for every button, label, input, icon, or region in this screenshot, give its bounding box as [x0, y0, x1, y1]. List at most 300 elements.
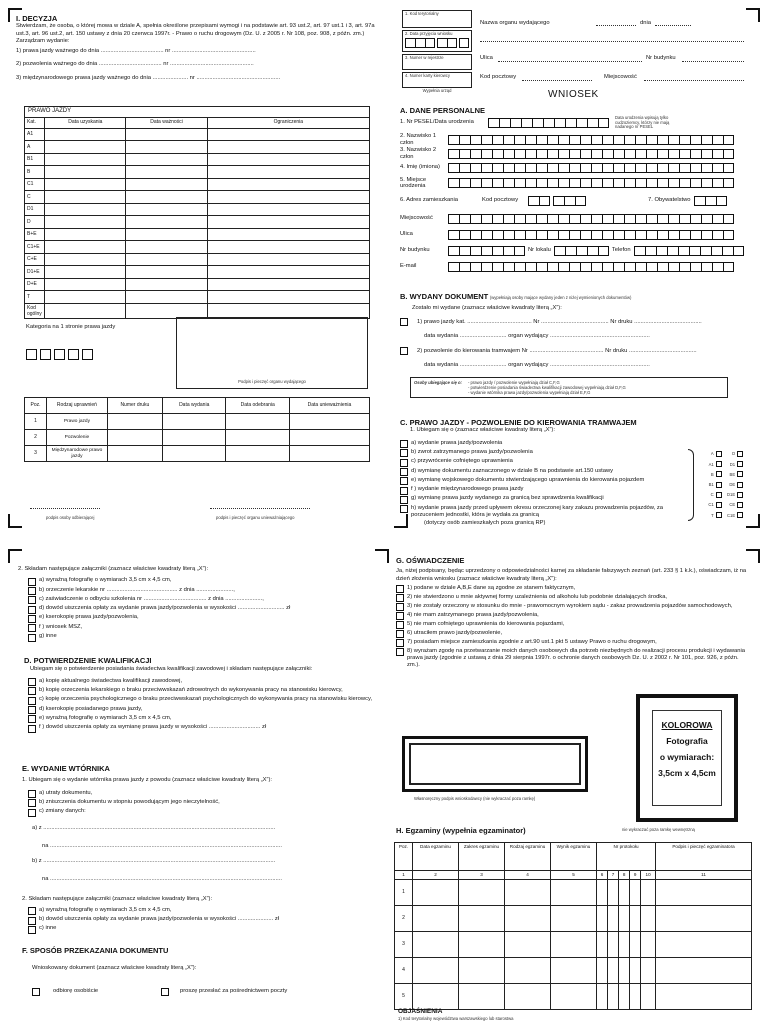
char-cell[interactable] — [521, 118, 532, 128]
license-input-cell[interactable] — [45, 191, 126, 204]
issued-permit-checkbox[interactable] — [400, 347, 408, 355]
street-line[interactable] — [498, 61, 642, 62]
license-input-cell[interactable] — [45, 278, 126, 291]
char-cell[interactable] — [492, 163, 503, 173]
char-cell[interactable] — [525, 262, 536, 272]
checkbox[interactable] — [28, 809, 36, 817]
license-input-cell[interactable] — [126, 191, 207, 204]
char-cell[interactable] — [547, 214, 558, 224]
char-cell[interactable] — [459, 214, 470, 224]
char-cell[interactable] — [481, 262, 492, 272]
char-cell[interactable] — [470, 149, 481, 159]
document-input-cell[interactable] — [289, 430, 369, 446]
char-cell[interactable] — [701, 149, 712, 159]
document-input-cell[interactable] — [162, 430, 225, 446]
char-cell[interactable] — [448, 178, 459, 188]
checkbox[interactable] — [400, 496, 408, 504]
postal-code-field[interactable] — [528, 196, 586, 206]
char-cell[interactable] — [646, 178, 657, 188]
category-checkbox[interactable] — [737, 471, 743, 477]
char-cell[interactable] — [492, 149, 503, 159]
char-cell[interactable] — [701, 135, 712, 145]
char-cell[interactable] — [580, 149, 591, 159]
category-checkbox[interactable] — [716, 471, 722, 477]
change-to-b[interactable]: na ................................................................................................................................................ — [42, 876, 282, 883]
document-input-cell[interactable] — [226, 430, 289, 446]
char-cell[interactable] — [711, 246, 722, 256]
char-cell[interactable] — [679, 214, 690, 224]
license-input-cell[interactable] — [45, 128, 126, 141]
exam-input-cell[interactable] — [630, 983, 641, 1009]
char-cell[interactable] — [613, 230, 624, 240]
char-cell[interactable] — [602, 149, 613, 159]
char-cell[interactable] — [635, 230, 646, 240]
char-cell[interactable] — [690, 163, 701, 173]
char-cell[interactable] — [547, 230, 558, 240]
char-cell[interactable] — [701, 163, 712, 173]
char-cell[interactable] — [679, 178, 690, 188]
surname1-field[interactable] — [448, 135, 734, 145]
char-cell[interactable] — [543, 118, 554, 128]
exam-input-cell[interactable] — [459, 957, 505, 983]
license-input-cell[interactable] — [126, 128, 207, 141]
exam-input-cell[interactable] — [630, 879, 641, 905]
char-cell[interactable] — [679, 135, 690, 145]
char-cell[interactable] — [510, 118, 521, 128]
char-cell[interactable] — [722, 246, 733, 256]
char-cell[interactable] — [701, 262, 712, 272]
char-cell[interactable] — [723, 149, 734, 159]
exam-input-cell[interactable] — [459, 931, 505, 957]
char-cell[interactable] — [580, 163, 591, 173]
exam-input-cell[interactable] — [413, 905, 459, 931]
license-input-cell[interactable] — [126, 203, 207, 216]
char-cell[interactable] — [591, 178, 602, 188]
char-cell[interactable] — [470, 214, 481, 224]
issued-license-checkbox[interactable] — [400, 318, 408, 326]
char-cell[interactable] — [624, 230, 635, 240]
checkbox[interactable] — [396, 612, 404, 620]
char-cell[interactable] — [667, 246, 678, 256]
char-cell[interactable] — [591, 163, 602, 173]
document-input-cell[interactable] — [226, 414, 289, 430]
license-input-cell[interactable] — [45, 153, 126, 166]
char-cell[interactable] — [690, 230, 701, 240]
checkbox[interactable] — [28, 587, 36, 595]
char-cell[interactable] — [503, 149, 514, 159]
char-cell[interactable] — [635, 262, 646, 272]
exam-input-cell[interactable] — [656, 983, 752, 1009]
checkbox[interactable] — [400, 477, 408, 485]
char-cell[interactable] — [678, 246, 689, 256]
license-input-cell[interactable] — [126, 141, 207, 154]
birthplace-field[interactable] — [448, 178, 734, 188]
document-input-cell[interactable] — [162, 446, 225, 462]
license-input-cell[interactable] — [126, 241, 207, 254]
exam-input-cell[interactable] — [641, 905, 656, 931]
char-cell[interactable] — [525, 149, 536, 159]
char-cell[interactable] — [554, 118, 565, 128]
char-cell[interactable] — [679, 163, 690, 173]
decision-item-1[interactable]: 1) prawa jazdy ważnego do dnia ....................................... nr .................................................... — [16, 48, 256, 55]
char-cell[interactable] — [701, 230, 712, 240]
category-checkbox[interactable] — [716, 461, 722, 467]
char-cell[interactable] — [668, 230, 679, 240]
char-cell[interactable] — [488, 118, 499, 128]
first-name-field[interactable] — [448, 163, 734, 173]
license-input-cell[interactable] — [126, 278, 207, 291]
exam-input-cell[interactable] — [459, 879, 505, 905]
char-cell[interactable] — [536, 149, 547, 159]
exam-input-cell[interactable] — [505, 931, 551, 957]
license-input-cell[interactable] — [207, 241, 369, 254]
char-cell[interactable] — [576, 118, 587, 128]
char-cell[interactable] — [470, 163, 481, 173]
char-cell[interactable] — [514, 149, 525, 159]
char-cell[interactable] — [514, 214, 525, 224]
exam-input-cell[interactable] — [505, 879, 551, 905]
exam-input-cell[interactable] — [608, 905, 619, 931]
char-cell[interactable] — [481, 230, 492, 240]
char-cell[interactable] — [536, 178, 547, 188]
checkbox[interactable] — [396, 639, 404, 647]
category-checkbox[interactable] — [716, 451, 722, 457]
pickup-checkbox[interactable] — [32, 988, 40, 996]
char-cell[interactable] — [536, 230, 547, 240]
char-cell[interactable] — [565, 118, 576, 128]
exam-input-cell[interactable] — [597, 905, 608, 931]
checkbox[interactable] — [400, 459, 408, 467]
char-cell[interactable] — [514, 262, 525, 272]
exam-input-cell[interactable] — [551, 905, 597, 931]
checkbox[interactable] — [28, 596, 36, 604]
char-cell[interactable] — [492, 214, 503, 224]
char-cell[interactable] — [646, 149, 657, 159]
char-cell[interactable] — [712, 214, 723, 224]
char-cell[interactable] — [602, 262, 613, 272]
char-cell[interactable] — [679, 262, 690, 272]
char-cell[interactable] — [690, 262, 701, 272]
char-cell[interactable] — [514, 230, 525, 240]
char-cell[interactable] — [712, 135, 723, 145]
char-cell[interactable] — [602, 230, 613, 240]
date-line[interactable] — [655, 25, 691, 26]
license-input-cell[interactable] — [126, 228, 207, 241]
license-input-cell[interactable] — [45, 178, 126, 191]
exam-input-cell[interactable] — [597, 931, 608, 957]
char-cell[interactable] — [712, 262, 723, 272]
exam-input-cell[interactable] — [641, 957, 656, 983]
char-cell[interactable] — [635, 149, 646, 159]
exam-input-cell[interactable] — [619, 879, 630, 905]
checkbox[interactable] — [28, 678, 36, 686]
license-input-cell[interactable] — [207, 266, 369, 279]
document-input-cell[interactable] — [289, 446, 369, 462]
exam-input-cell[interactable] — [459, 983, 505, 1009]
license-input-cell[interactable] — [207, 191, 369, 204]
locality-field[interactable] — [448, 214, 734, 224]
char-cell[interactable] — [656, 246, 667, 256]
char-cell[interactable] — [580, 230, 591, 240]
license-input-cell[interactable] — [45, 228, 126, 241]
change-from-a[interactable]: a) z ................................................................................................................................................ — [32, 824, 276, 831]
char-cell[interactable] — [558, 163, 569, 173]
exam-input-cell[interactable] — [413, 983, 459, 1009]
checkbox[interactable] — [28, 799, 36, 807]
exam-input-cell[interactable] — [413, 879, 459, 905]
char-cell[interactable] — [448, 262, 459, 272]
checkbox[interactable] — [28, 790, 36, 798]
char-cell[interactable] — [547, 149, 558, 159]
char-cell[interactable] — [514, 163, 525, 173]
license-input-cell[interactable] — [207, 128, 369, 141]
organ-line[interactable] — [596, 25, 636, 26]
char-cell[interactable] — [503, 262, 514, 272]
category-box[interactable] — [54, 349, 65, 360]
building-number-field[interactable] — [448, 246, 525, 256]
checkbox[interactable] — [396, 594, 404, 602]
exam-input-cell[interactable] — [641, 931, 656, 957]
char-cell[interactable] — [481, 178, 492, 188]
change-from-b[interactable]: b) z ................................................................................................................................................ — [32, 858, 276, 865]
char-cell[interactable] — [668, 135, 679, 145]
license-input-cell[interactable] — [45, 291, 126, 304]
checkbox[interactable] — [28, 687, 36, 695]
char-cell[interactable] — [591, 135, 602, 145]
exam-input-cell[interactable] — [656, 905, 752, 931]
char-cell[interactable] — [503, 163, 514, 173]
char-cell[interactable] — [503, 214, 514, 224]
license-input-cell[interactable] — [207, 178, 369, 191]
exam-input-cell[interactable] — [597, 879, 608, 905]
category-checkbox[interactable] — [737, 502, 743, 508]
char-cell[interactable] — [723, 163, 734, 173]
postal-line[interactable] — [522, 80, 592, 81]
char-cell[interactable] — [613, 178, 624, 188]
char-cell[interactable] — [723, 262, 734, 272]
checkbox[interactable] — [28, 615, 36, 623]
category-box[interactable] — [68, 349, 79, 360]
char-cell[interactable] — [624, 262, 635, 272]
char-cell[interactable] — [448, 163, 459, 173]
category-checkbox[interactable] — [737, 461, 743, 467]
char-cell[interactable] — [525, 230, 536, 240]
city-line[interactable] — [644, 80, 744, 81]
char-cell[interactable] — [558, 178, 569, 188]
exam-input-cell[interactable] — [597, 983, 608, 1009]
checkbox[interactable] — [400, 487, 408, 495]
char-cell[interactable] — [723, 230, 734, 240]
char-cell[interactable] — [547, 135, 558, 145]
char-cell[interactable] — [733, 246, 744, 256]
char-cell[interactable] — [690, 178, 701, 188]
char-cell[interactable] — [569, 163, 580, 173]
char-cell[interactable] — [514, 135, 525, 145]
char-cell[interactable] — [492, 178, 503, 188]
char-cell[interactable] — [646, 230, 657, 240]
checkbox[interactable] — [28, 706, 36, 714]
char-cell[interactable] — [635, 163, 646, 173]
char-cell[interactable] — [569, 135, 580, 145]
document-input-cell[interactable] — [289, 414, 369, 430]
char-cell[interactable] — [635, 214, 646, 224]
char-cell[interactable] — [580, 214, 591, 224]
char-cell[interactable] — [701, 214, 712, 224]
char-cell[interactable] — [580, 178, 591, 188]
char-cell[interactable] — [624, 163, 635, 173]
char-cell[interactable] — [646, 163, 657, 173]
category-checkbox[interactable] — [737, 451, 743, 457]
checkbox[interactable] — [28, 917, 36, 925]
char-cell[interactable] — [624, 178, 635, 188]
checkbox[interactable] — [396, 585, 404, 593]
checkbox[interactable] — [28, 907, 36, 915]
char-cell[interactable] — [602, 163, 613, 173]
char-cell[interactable] — [448, 149, 459, 159]
license-input-cell[interactable] — [207, 216, 369, 229]
exam-input-cell[interactable] — [459, 905, 505, 931]
char-cell[interactable] — [646, 214, 657, 224]
exam-input-cell[interactable] — [619, 931, 630, 957]
char-cell[interactable] — [679, 230, 690, 240]
char-cell[interactable] — [668, 149, 679, 159]
document-input-cell[interactable] — [107, 446, 162, 462]
checkbox[interactable] — [396, 621, 404, 629]
checkbox[interactable] — [28, 606, 36, 614]
checkbox[interactable] — [28, 926, 36, 934]
char-cell[interactable] — [503, 230, 514, 240]
exam-input-cell[interactable] — [551, 983, 597, 1009]
category-checkbox[interactable] — [737, 492, 743, 498]
char-cell[interactable] — [646, 262, 657, 272]
char-cell[interactable] — [514, 178, 525, 188]
license-input-cell[interactable] — [45, 253, 126, 266]
char-cell[interactable] — [525, 214, 536, 224]
document-input-cell[interactable] — [107, 414, 162, 430]
exam-input-cell[interactable] — [608, 957, 619, 983]
signature-box[interactable] — [402, 736, 588, 792]
license-input-cell[interactable] — [126, 216, 207, 229]
exam-input-cell[interactable] — [619, 983, 630, 1009]
char-cell[interactable] — [448, 135, 459, 145]
char-cell[interactable] — [569, 262, 580, 272]
license-input-cell[interactable] — [45, 266, 126, 279]
license-input-cell[interactable] — [126, 266, 207, 279]
exam-input-cell[interactable] — [656, 931, 752, 957]
char-cell[interactable] — [558, 214, 569, 224]
license-input-cell[interactable] — [126, 178, 207, 191]
char-cell[interactable] — [448, 214, 459, 224]
license-input-cell[interactable] — [126, 166, 207, 179]
char-cell[interactable] — [602, 135, 613, 145]
char-cell[interactable] — [591, 214, 602, 224]
char-cell[interactable] — [591, 149, 602, 159]
char-cell[interactable] — [532, 118, 543, 128]
exam-input-cell[interactable] — [619, 957, 630, 983]
exam-input-cell[interactable] — [656, 879, 752, 905]
category-checkbox[interactable] — [737, 512, 743, 518]
char-cell[interactable] — [712, 178, 723, 188]
char-cell[interactable] — [613, 214, 624, 224]
exam-input-cell[interactable] — [505, 905, 551, 931]
exam-input-cell[interactable] — [608, 879, 619, 905]
char-cell[interactable] — [547, 178, 558, 188]
char-cell[interactable] — [624, 214, 635, 224]
exam-input-cell[interactable] — [551, 879, 597, 905]
char-cell[interactable] — [700, 246, 711, 256]
char-cell[interactable] — [634, 246, 645, 256]
citizenship-field[interactable] — [694, 196, 727, 206]
char-cell[interactable] — [701, 178, 712, 188]
pesel-field[interactable] — [488, 118, 609, 128]
checkbox[interactable] — [400, 468, 408, 476]
category-checkbox[interactable] — [716, 492, 722, 498]
exam-input-cell[interactable] — [551, 957, 597, 983]
category-checkbox[interactable] — [737, 482, 743, 488]
exam-input-cell[interactable] — [551, 931, 597, 957]
char-cell[interactable] — [470, 230, 481, 240]
exam-input-cell[interactable] — [608, 931, 619, 957]
category-box[interactable] — [26, 349, 37, 360]
char-cell[interactable] — [690, 214, 701, 224]
char-cell[interactable] — [690, 149, 701, 159]
char-cell[interactable] — [481, 149, 492, 159]
char-cell[interactable] — [712, 149, 723, 159]
checkbox[interactable] — [396, 630, 404, 638]
char-cell[interactable] — [448, 230, 459, 240]
char-cell[interactable] — [657, 149, 668, 159]
char-cell[interactable] — [492, 135, 503, 145]
char-cell[interactable] — [580, 262, 591, 272]
char-cell[interactable] — [587, 118, 598, 128]
char-cell[interactable] — [635, 135, 646, 145]
email-field[interactable] — [448, 262, 734, 272]
char-cell[interactable] — [503, 135, 514, 145]
char-cell[interactable] — [536, 262, 547, 272]
exam-input-cell[interactable] — [630, 931, 641, 957]
license-input-cell[interactable] — [126, 153, 207, 166]
char-cell[interactable] — [712, 163, 723, 173]
char-cell[interactable] — [459, 262, 470, 272]
exam-input-cell[interactable] — [413, 957, 459, 983]
char-cell[interactable] — [723, 178, 734, 188]
char-cell[interactable] — [558, 149, 569, 159]
decision-item-3[interactable]: 3) międzynarodowego prawa jazdy ważnego do dnia ...................... nr .................................................... — [16, 74, 281, 81]
license-input-cell[interactable] — [45, 141, 126, 154]
checkbox[interactable] — [28, 634, 36, 642]
checkbox[interactable] — [396, 603, 404, 611]
char-cell[interactable] — [668, 214, 679, 224]
checkbox[interactable] — [28, 725, 36, 733]
photo-box[interactable] — [636, 694, 738, 822]
char-cell[interactable] — [492, 230, 503, 240]
apartment-field[interactable] — [554, 246, 609, 256]
char-cell[interactable] — [459, 149, 470, 159]
char-cell[interactable] — [547, 163, 558, 173]
char-cell[interactable] — [536, 214, 547, 224]
category-box[interactable] — [40, 349, 51, 360]
char-cell[interactable] — [459, 163, 470, 173]
char-cell[interactable] — [503, 178, 514, 188]
char-cell[interactable] — [613, 135, 624, 145]
license-input-cell[interactable] — [207, 153, 369, 166]
license-input-cell[interactable] — [45, 216, 126, 229]
char-cell[interactable] — [459, 230, 470, 240]
checkbox[interactable] — [28, 578, 36, 586]
license-input-cell[interactable] — [45, 241, 126, 254]
char-cell[interactable] — [635, 178, 646, 188]
mail-checkbox[interactable] — [161, 988, 169, 996]
